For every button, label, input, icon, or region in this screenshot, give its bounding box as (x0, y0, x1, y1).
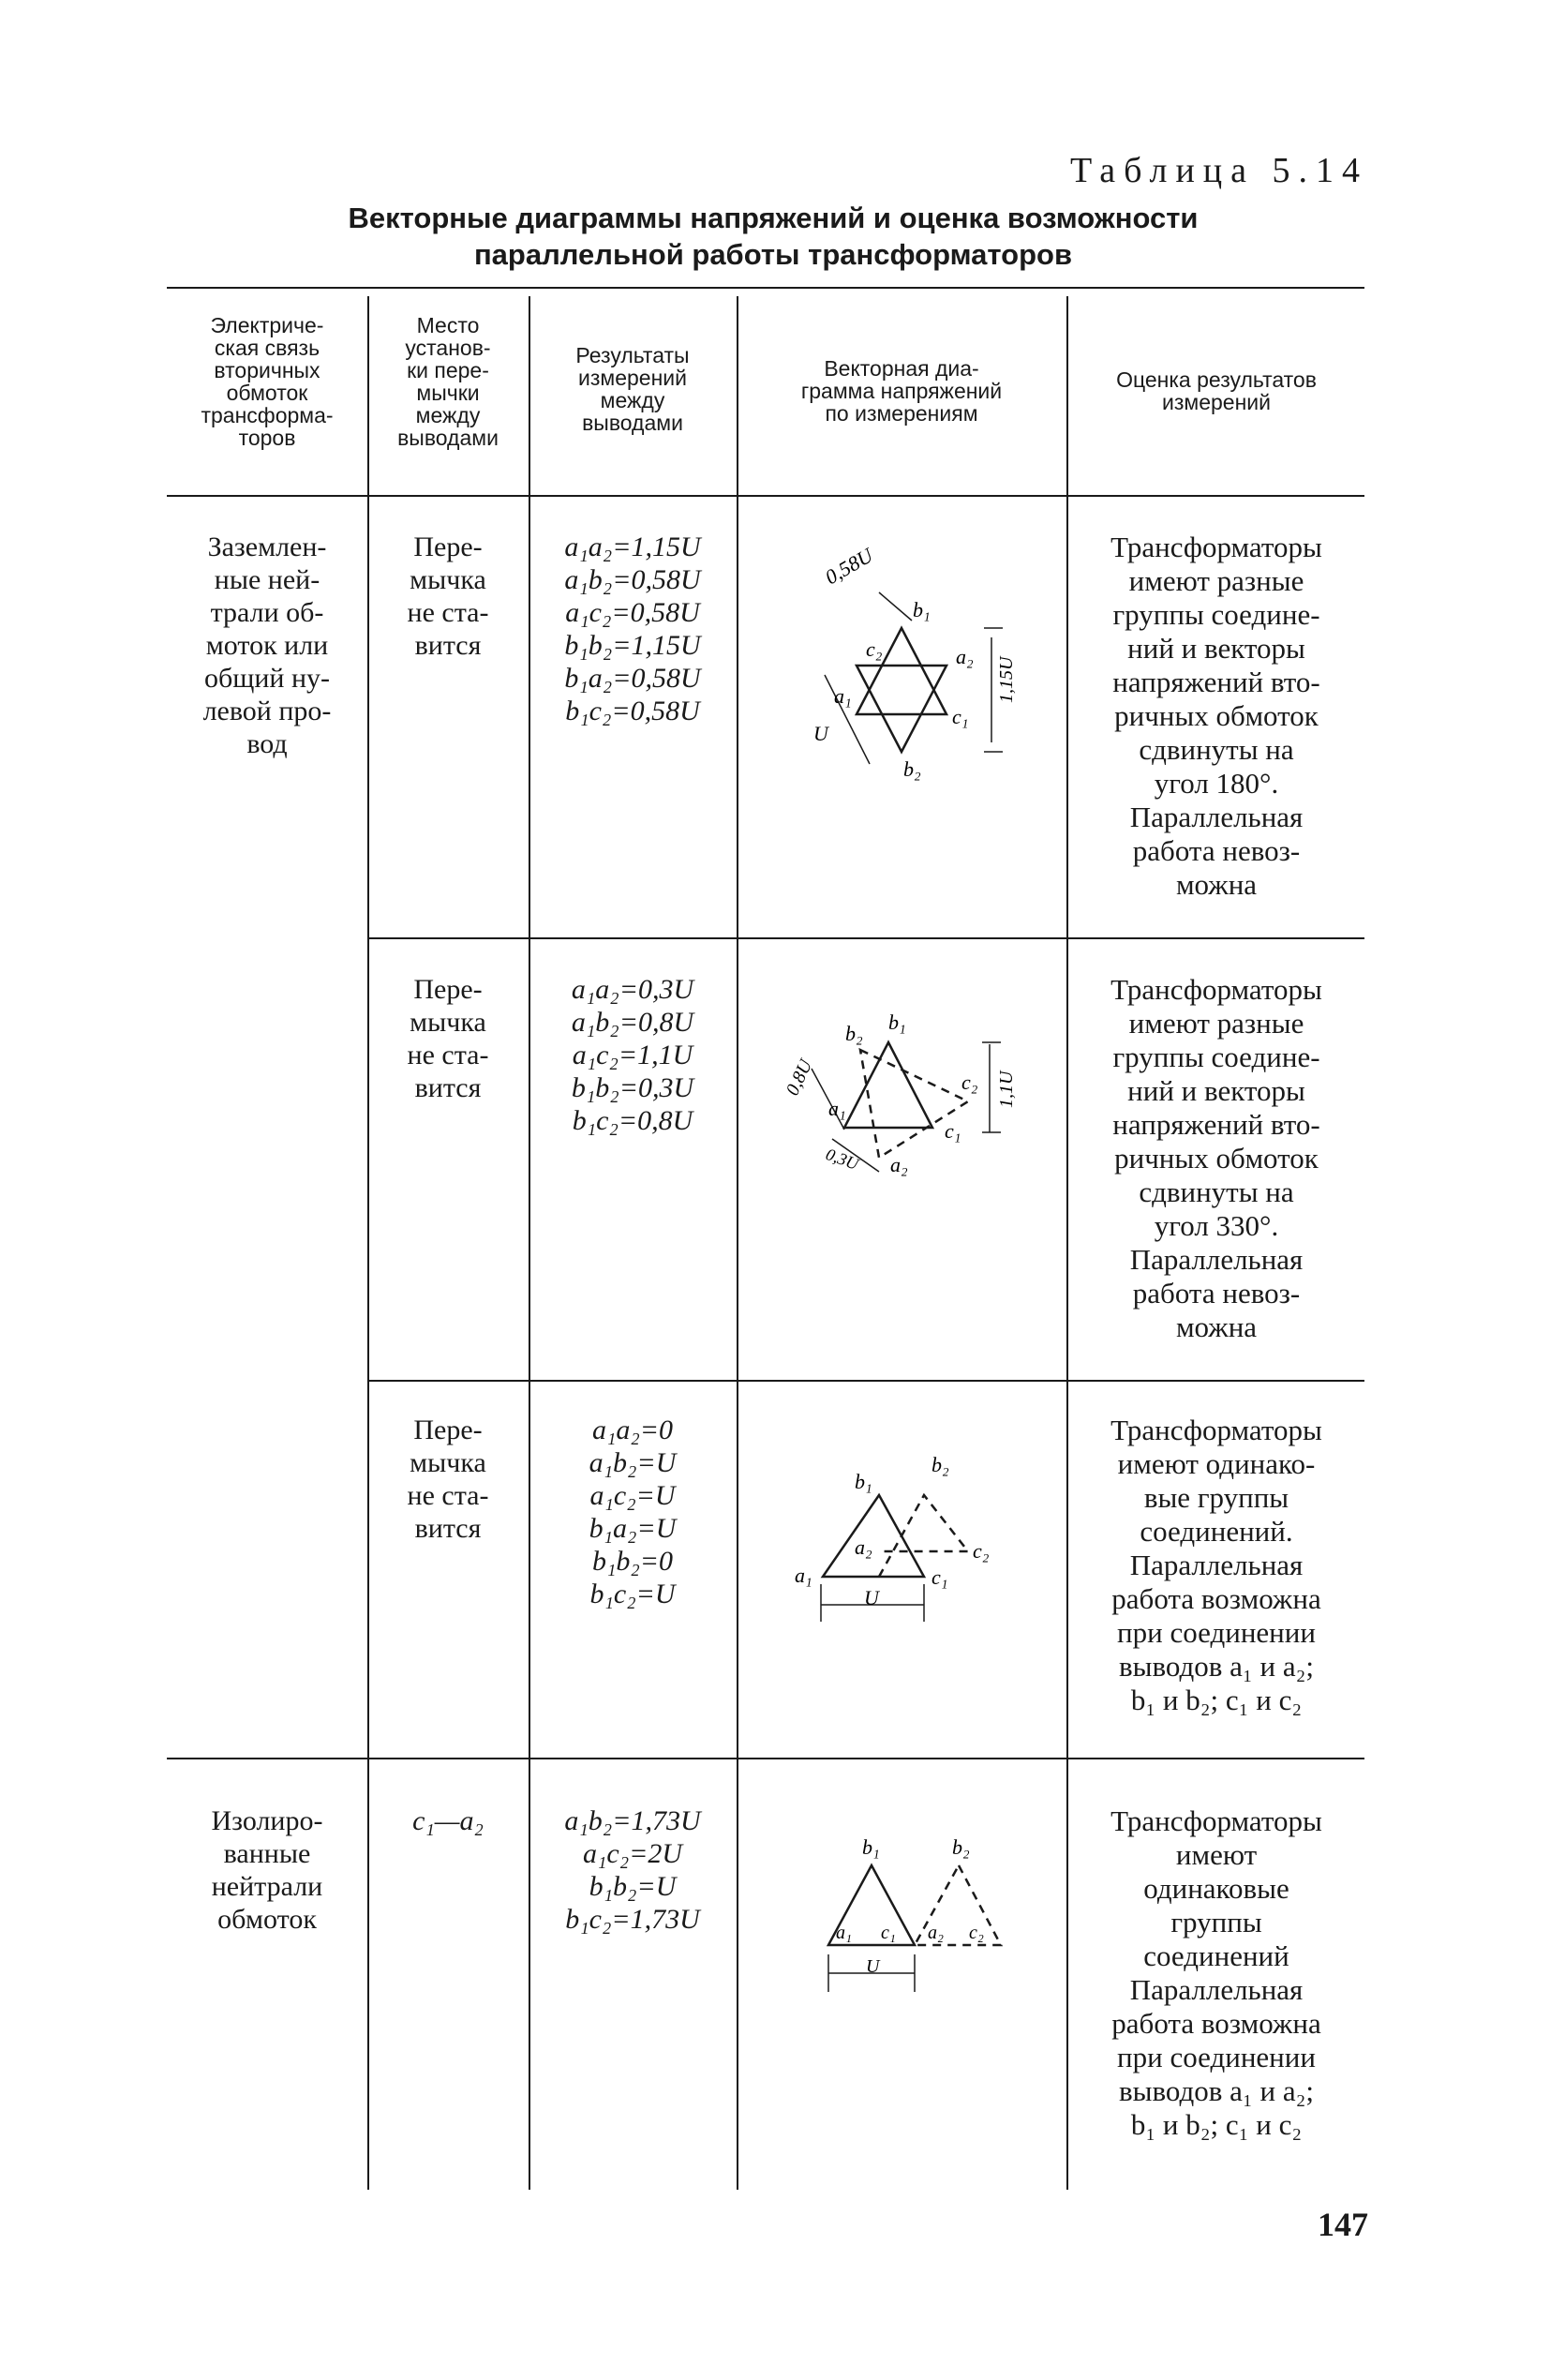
row4-label: a₁ (836, 1923, 852, 1943)
row-divider-1 (367, 937, 1364, 939)
result-value: a₁b₂=0,8U (571, 1007, 694, 1038)
row4-label: b₂ (952, 1835, 970, 1859)
row4-label: a₂ (928, 1923, 944, 1943)
row1-vector-diagram (738, 506, 1065, 937)
row1-right-dim: 1,15U (996, 656, 1017, 703)
result-value: b₁c₂=0,58U (565, 696, 700, 726)
result-value: a₁c₂=0,58U (565, 597, 700, 628)
row2-label: c₂ (961, 1070, 978, 1094)
row2-label: a₂ (890, 1153, 908, 1176)
solid-triangle (823, 1495, 924, 1577)
row1-label: c₁ (952, 705, 969, 728)
header-jumper-place: Место установ- ки пере- мычки между выводами (397, 313, 499, 450)
result-value: a₁c₂=2U (582, 1838, 683, 1869)
result-value: b₁a₂=0,58U (564, 663, 701, 694)
row3-evaluation: Трансформаторы имеют одинако- вые группы соединений. Параллельная работа возможна при соединении выводов a₁ и a₂; b₁ и b₂; c₁ и c₂ (1110, 1414, 1322, 1716)
result-value: a₁c₂=U (589, 1480, 676, 1511)
connection-grounded: Заземлен- ные ней- трали об- моток или общий ну- левой про- вод (202, 531, 332, 759)
row3-vector-diagram (738, 1387, 1065, 1755)
row2-label: c₁ (945, 1119, 961, 1143)
result-value: b₁b₂=U (589, 1871, 677, 1902)
header-connection: Электриче- ская связь вторичных обмоток трансформа- торов (201, 313, 334, 450)
row1-label: a₂ (956, 645, 974, 668)
result-value: a₁b₂=1,73U (564, 1805, 701, 1836)
row4-results (530, 1804, 735, 1936)
connection-isolated: Изолиро- ванные нейтрали обмоток (211, 1805, 323, 1935)
row4-vector-diagram (738, 1762, 1065, 2165)
dashed-triangle (879, 1495, 968, 1577)
row-divider-2 (367, 1380, 1364, 1382)
caption-line-2: параллельной работы трансформаторов (473, 238, 1073, 271)
row1-left-dim: U (813, 722, 828, 745)
row1-label: a₁ (834, 684, 852, 708)
result-value: b₁c₂=0,8U (572, 1105, 693, 1136)
table-label: Таблица 5.14 (1069, 151, 1368, 190)
row4-dim: U (866, 1956, 880, 1977)
row3-label: b₂ (931, 1453, 949, 1476)
group-divider (167, 1758, 1364, 1759)
row2-label: a₁ (828, 1097, 846, 1120)
row2-jumper: Пере- мычка не ста- вится (407, 974, 489, 1103)
row3-label: c₁ (931, 1565, 948, 1589)
result-value: b₁b₂=0 (591, 1546, 674, 1577)
row2-left-dim: 0,8U (782, 1056, 817, 1100)
header-results: Результаты измерений между выводами (575, 343, 690, 435)
row2-results (530, 973, 735, 1137)
row3-results (530, 1414, 735, 1610)
result-value: a₁c₂=1,1U (572, 1040, 693, 1070)
result-value: a₁a₂=0 (591, 1415, 674, 1445)
row2-evaluation: Трансформаторы имеют разные группы соедине- ний и векторы напряжений вто- ричных обмоток сдвинуты на угол 330°. Параллельная работа невоз- можна (1110, 973, 1322, 1343)
row1-results (530, 531, 735, 727)
row4-label: c₁ (881, 1923, 896, 1943)
result-value: b₁b₂=1,15U (564, 630, 701, 661)
row3-jumper: Пере- мычка не ста- вится (407, 1415, 489, 1544)
lower-triangle (857, 666, 946, 752)
row4-evaluation: Трансформаторы имеют одинаковые группы соединений Параллельная работа возможна при соединении выводов a₁ и a₂; b₁ и b₂; c₁ и c₂ (1110, 1804, 1322, 2141)
row2-label: b₁ (888, 1010, 906, 1034)
row1-jumper: Пере- мычка не ста- вится (407, 531, 489, 661)
row1-label: b₁ (913, 598, 931, 621)
result-value: a₁a₂=0,3U (571, 974, 694, 1005)
row1-evaluation: Трансформаторы имеют разные группы соедине- ний и векторы напряжений вто- ричных обмоток сдвинуты на угол 180°. Параллельная работа невоз- можна (1110, 531, 1322, 901)
row1-label: c₂ (866, 637, 883, 661)
solid-triangle (844, 1042, 932, 1128)
row3-label: a₁ (795, 1564, 812, 1587)
result-value: b₁b₂=0,3U (571, 1072, 694, 1103)
row1-top-dim: 0,58U (821, 543, 877, 590)
page-number: 147 (1318, 2206, 1368, 2243)
header-evaluation: Оценка результатов измерений (1116, 367, 1317, 414)
row3-dim: U (864, 1586, 879, 1609)
row3-label: b₁ (855, 1470, 872, 1493)
row2-bottom-dim: 0,3U (823, 1144, 861, 1174)
result-value: a₁a₂=1,15U (564, 531, 701, 562)
row2-label: b₂ (845, 1022, 863, 1045)
result-value: b₁c₂=1,73U (565, 1904, 700, 1935)
result-value: b₁c₂=U (589, 1579, 676, 1609)
result-value: b₁a₂=U (589, 1513, 677, 1544)
result-value: a₁b₂=U (589, 1447, 677, 1478)
table-caption (169, 200, 1378, 273)
caption-line-1: Векторные диаграммы напряжений и оценка возможности (348, 202, 1199, 234)
row3-label: c₂ (973, 1539, 990, 1563)
row2-right-dim: 1,1U (996, 1070, 1017, 1108)
header-bottom-rule (167, 495, 1364, 497)
result-value: a₁b₂=0,58U (564, 564, 701, 595)
header-vector-diagram: Векторная диа- грамма напряжений по измерениям (800, 356, 1003, 426)
row1-label: b₂ (903, 757, 921, 781)
row4-jumper: c₁—a₂ (412, 1805, 484, 1836)
row3-label: a₂ (855, 1535, 872, 1559)
row2-vector-diagram (738, 947, 1065, 1378)
row4-label: b₁ (862, 1835, 880, 1859)
table-top-rule (167, 287, 1364, 289)
row4-label: c₂ (969, 1923, 984, 1943)
